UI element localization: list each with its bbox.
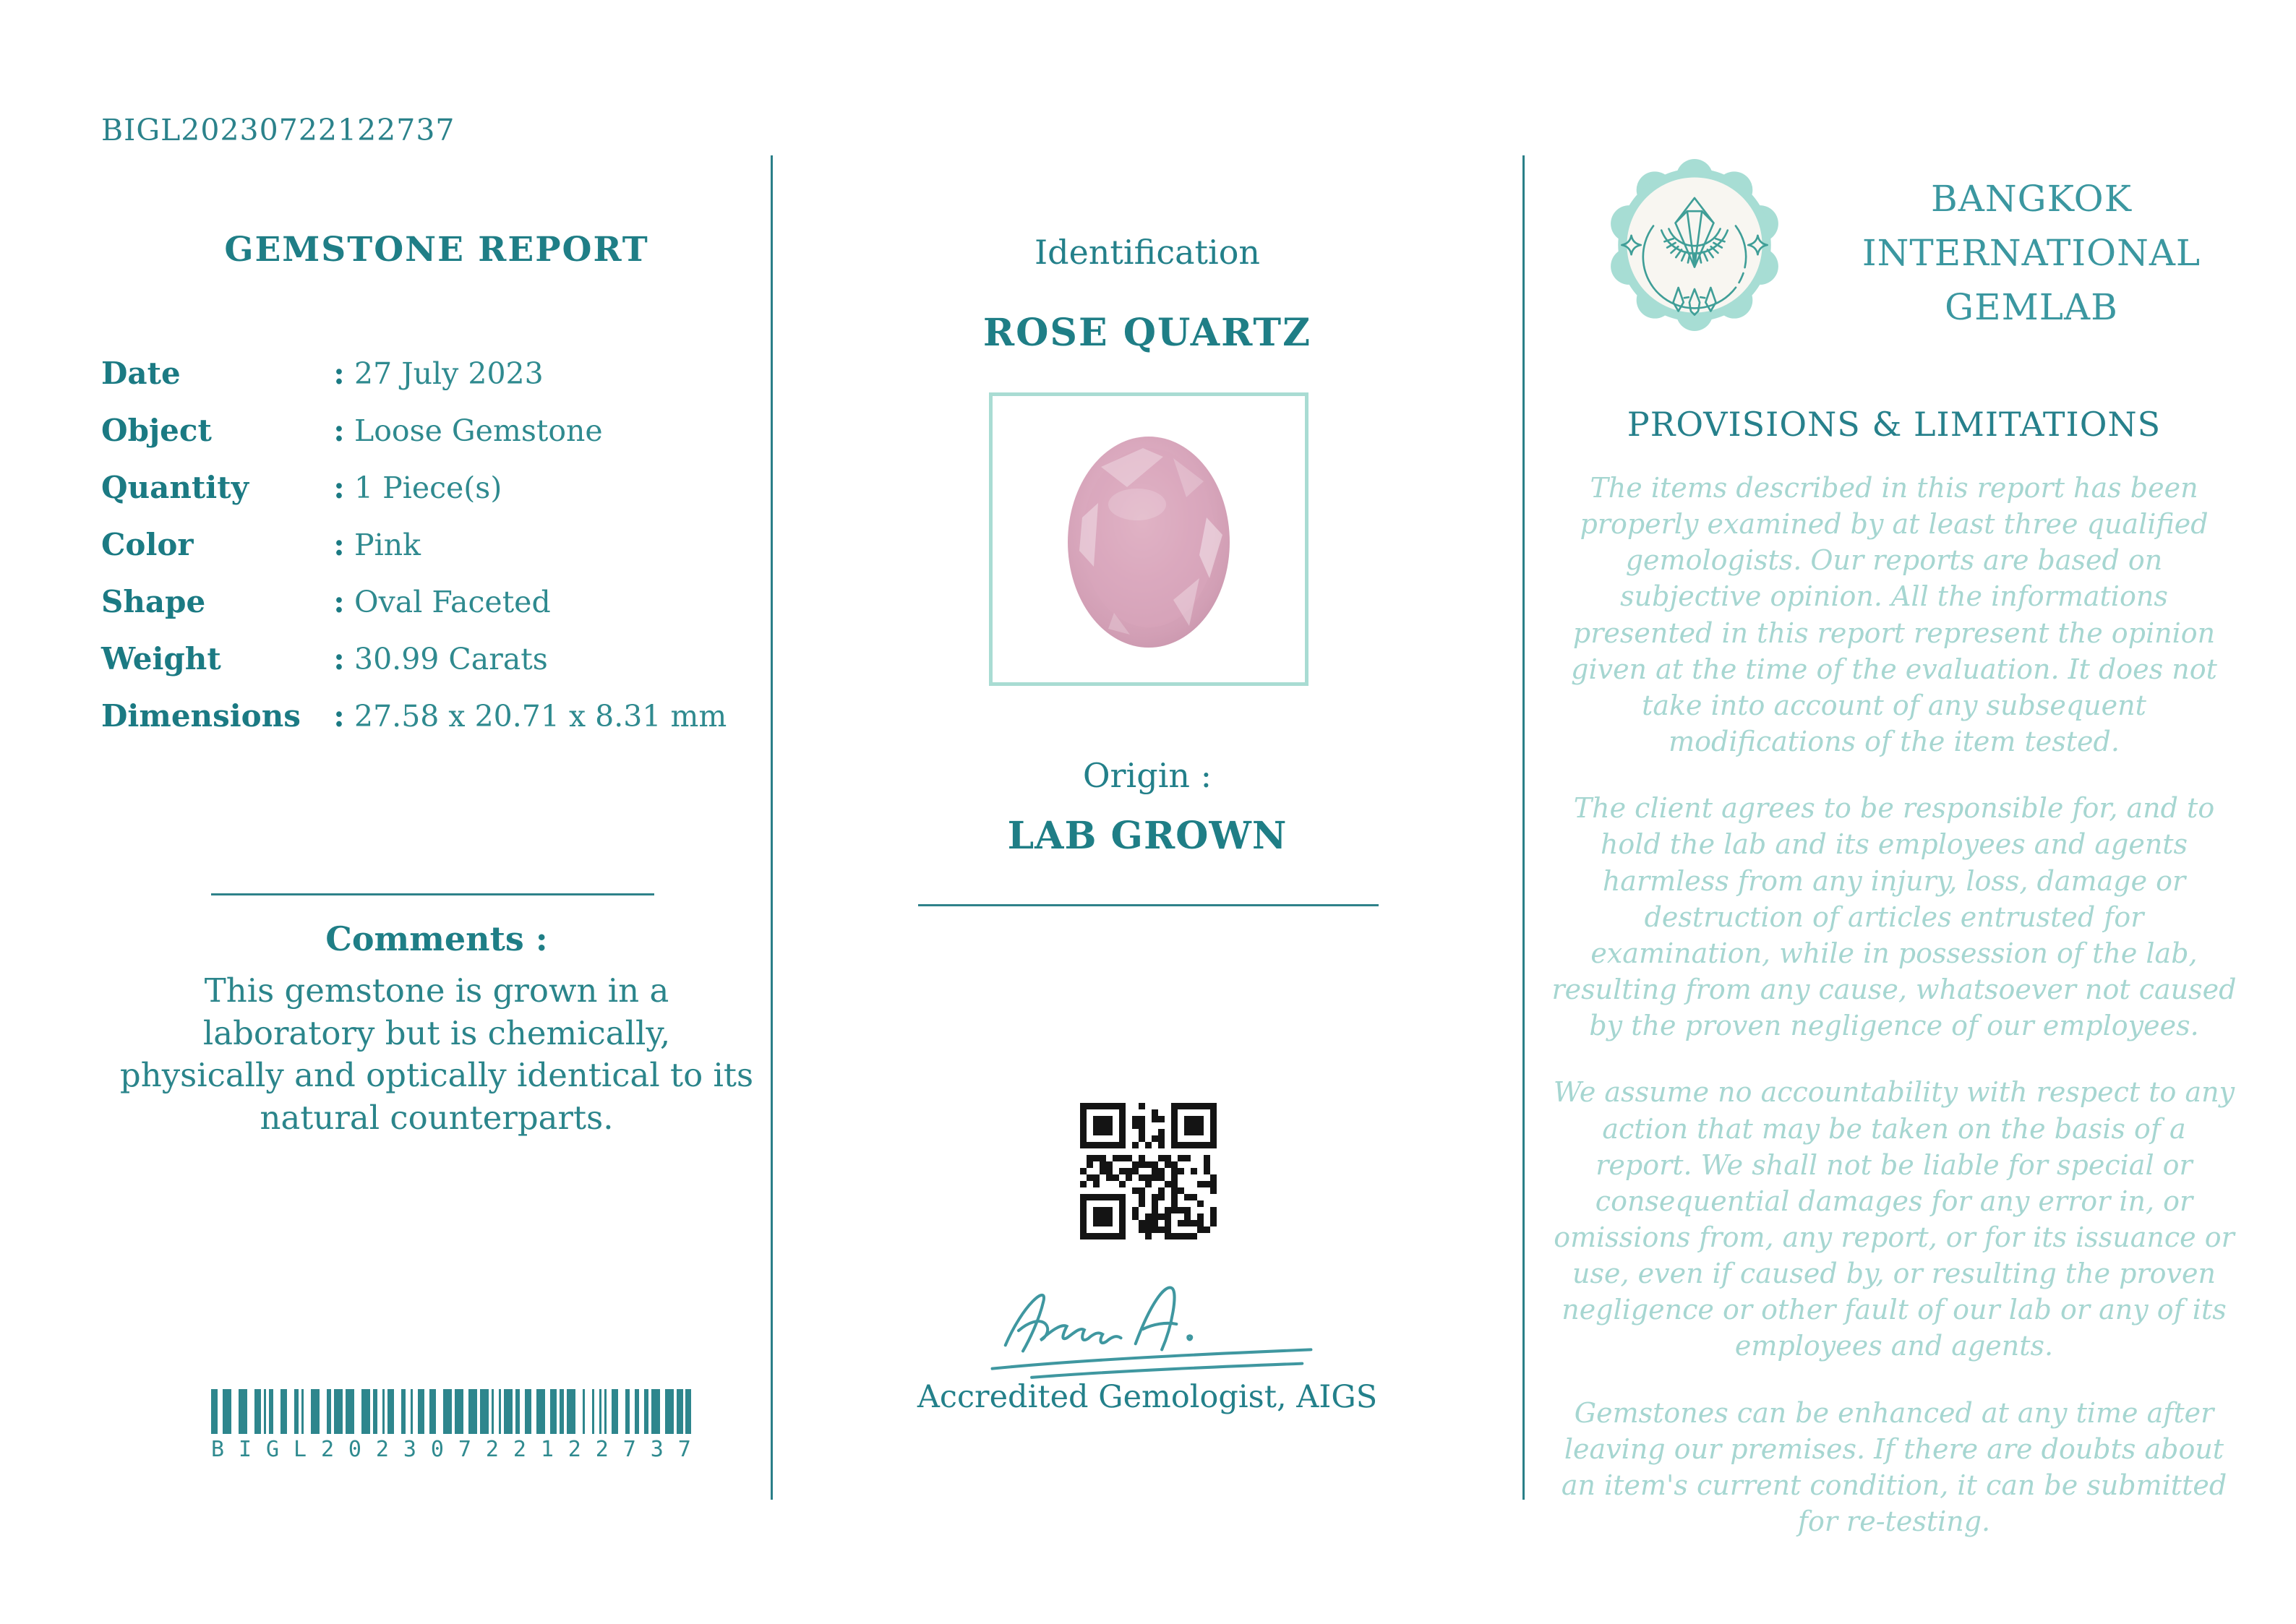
barcode-bars-icon: [211, 1389, 691, 1434]
certificate-number: BIGL20230722122737: [101, 113, 455, 147]
field-value: 30.99 Carats: [354, 642, 548, 676]
barcode-char: 3: [403, 1437, 416, 1462]
field-label: Dimensions: [101, 698, 301, 734]
comments-text: This gemstone is grown in a laboratory but is chemically, physically and optically identical to its natural counterparts.: [119, 971, 754, 1137]
barcode-char: 7: [677, 1437, 691, 1462]
provisions-heading: PROVISIONS & LIMITATIONS: [1627, 405, 2162, 444]
provisions-paragraph: We assume no accountability with respect to any action that may be taken on the basis of a report. We shall not be liable for special or consequential damages for any error in, or omissions from, any report, or for its issuance or use, even if caused by, or resulting the proven negligence or other fault of our lab or any of its employees and agents.: [1553, 1076, 2235, 1362]
field-colon: :: [333, 698, 345, 734]
field-label: Object: [101, 413, 212, 448]
barcode-char: B: [211, 1437, 225, 1462]
field-label: Shape: [101, 584, 206, 619]
barcode-char: 2: [320, 1437, 334, 1462]
gem-pendant-badge-icon: [1606, 156, 1783, 334]
field-colon: :: [333, 641, 345, 676]
barcode-char: 1: [540, 1437, 554, 1462]
provisions-paragraphs: [1551, 470, 2237, 1570]
field-value: Pink: [354, 528, 421, 562]
barcode-char: 2: [513, 1437, 526, 1462]
field-colon: :: [333, 413, 345, 448]
field-value: Oval Faceted: [354, 585, 551, 619]
field-row: [101, 413, 763, 470]
barcode-char: 7: [458, 1437, 471, 1462]
column-divider-left: [771, 155, 773, 1500]
gem-name: ROSE QUARTZ: [982, 311, 1312, 355]
field-row: [101, 356, 763, 413]
lab-name: [1815, 172, 2248, 335]
barcode-char: L: [293, 1437, 307, 1462]
comments-divider: [211, 893, 654, 895]
barcode-char: 3: [650, 1437, 664, 1462]
lab-name-line: INTERNATIONAL: [1862, 232, 2201, 274]
field-colon: :: [333, 470, 345, 505]
field-label: Quantity: [101, 470, 249, 505]
column-divider-right: [1522, 155, 1525, 1500]
field-colon: :: [333, 356, 345, 391]
barcode-char: I: [238, 1437, 252, 1462]
field-row: [101, 698, 763, 755]
barcode-char: 0: [430, 1437, 444, 1462]
barcode-char: 2: [375, 1437, 389, 1462]
barcode-text: [211, 1437, 691, 1462]
field-label: Color: [101, 527, 194, 562]
field-value: 27.58 x 20.71 x 8.31 mm: [354, 699, 727, 734]
provisions-paragraph: Gemstones can be enhanced at any time after leaving our premises. If there are doubts about an item's current condition, it can be submitted for re-testing.: [1561, 1396, 2227, 1538]
field-value: 1 Piece(s): [354, 471, 502, 505]
field-colon: :: [333, 584, 345, 619]
middle-divider: [918, 904, 1379, 906]
identification-heading: Identification: [1034, 233, 1261, 272]
field-row: [101, 641, 763, 698]
provisions-paragraph: The client agrees to be responsible for, and to hold the lab and its employees and agents harmless from any injury, loss, damage or destruction of articles entrusted for examination, while in possession of the lab, resulting from any cause, whatsoever not caused by the proven negligence of our employees.: [1551, 792, 2237, 1042]
origin-heading: Origin :: [1082, 756, 1212, 795]
field-label: Date: [101, 356, 181, 391]
barcode-char: G: [265, 1437, 280, 1462]
field-value: Loose Gemstone: [354, 413, 603, 448]
field-row: [101, 584, 763, 641]
field-row: [101, 527, 763, 584]
field-colon: :: [333, 527, 345, 562]
report-title: GEMSTONE REPORT: [224, 230, 649, 270]
barcode-char: 2: [595, 1437, 609, 1462]
barcode-char: 7: [622, 1437, 636, 1462]
origin-value: LAB GROWN: [1007, 814, 1288, 858]
lab-name-line: GEMLAB: [1945, 286, 2118, 328]
field-row: [101, 470, 763, 527]
barcode-char: 0: [348, 1437, 361, 1462]
gem-photo-frame: [989, 392, 1308, 686]
qr-code: [1080, 1103, 1219, 1242]
gemologist-title: Accredited Gemologist, AIGS: [917, 1379, 1378, 1415]
barcode-char: 2: [567, 1437, 581, 1462]
barcode-char: 2: [485, 1437, 499, 1462]
field-value: 27 July 2023: [354, 356, 544, 391]
report-fields: [101, 356, 763, 755]
lab-name-line: BANGKOK: [1931, 178, 2132, 220]
provisions-paragraph: The items described in this report has been properly examined by at least three qualified gemologists. Our reports are based on subjective opinion. All the informations presented in this report represent the opinion given at the time of the evaluation. It does not take into account of any subsequent modifications of the item tested.: [1571, 472, 2217, 758]
gemologist-signature: [985, 1259, 1322, 1391]
barcode: [211, 1389, 691, 1462]
gem-photo: [993, 396, 1305, 682]
comments-heading: Comments :: [325, 919, 548, 958]
field-label: Weight: [101, 641, 221, 676]
